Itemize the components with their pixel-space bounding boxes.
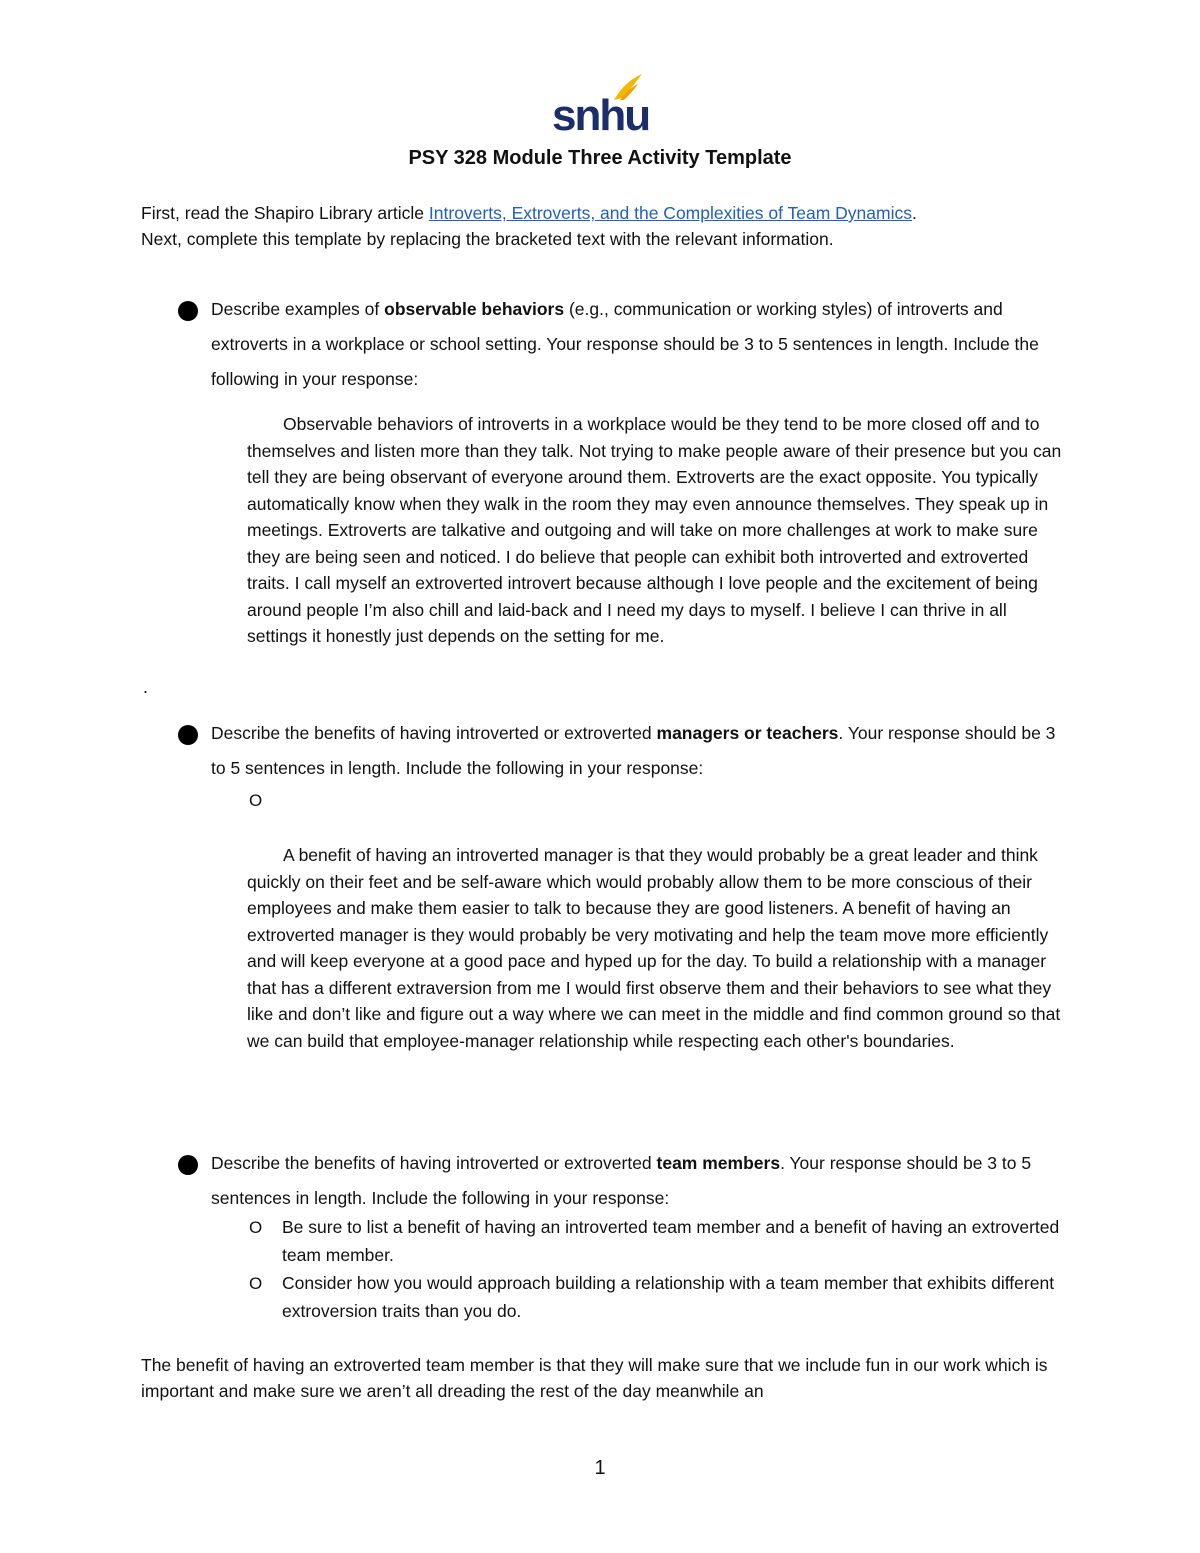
page-title: PSY 328 Module Three Activity Template	[408, 147, 792, 169]
final-paragraph: The benefit of having an extroverted team member is that they will make sure that we include fun in our work which is important and make sure we aren’t all dreading the rest of the day meanwhile an	[141, 1355, 1048, 1401]
answer-2	[247, 842, 1067, 1054]
question-3-bold: team members	[656, 1153, 781, 1173]
intro-text-after: .	[911, 203, 917, 223]
bullet-icon	[178, 725, 198, 745]
logo-wordmark: snhu	[552, 91, 650, 140]
sub-bullet-marker: O	[249, 1274, 263, 1293]
question-3	[211, 1146, 1071, 1216]
answer-2-text: A benefit of having an introverted manager is that they would probably be a great leader and think quickly on their feet and be self-aware which would probably allow them to be more conscious of their employees and make them easier to talk to because they are good listeners. A benefit of having an extroverted manager is they would probably be very motivating and help the team move more efficiently and will keep everyone at a good pace and hyped up for the day. To build a relationship with a manager that has a different extraversion from me I would first observe them and their behaviors to see what they like and don’t like and figure out a way where we can meet in the middle and find common ground so that we can build that employee-manager relationship while respecting each other's boundaries.	[247, 845, 1061, 1051]
question-2	[211, 716, 1071, 786]
sub-item-1: Be sure to list a benefit of having an introverted team member and a benefit of having an extroverted team member.	[282, 1217, 1060, 1265]
question-3-text-after: . Your response should be 3 to 5 sentences in length. Include the following in your response:	[211, 1153, 1032, 1208]
bullet-icon	[178, 301, 198, 321]
intro-paragraph	[141, 200, 1081, 252]
question-1-text-before: Describe examples of	[211, 299, 385, 319]
sub-bullet-marker: O	[249, 791, 263, 810]
snhu-logo	[552, 72, 650, 140]
question-1-bold: observable behaviors	[384, 299, 565, 319]
question-1-text-after: (e.g., communication or working styles) of introverts and extroverts in a workplace or school setting. Your response should be 3 to 5 sentences in length. Include the following in your response:	[211, 299, 1039, 389]
sub-item-2: Consider how you would approach building a relationship with a team member that exhibits different extroversion traits than you do.	[282, 1273, 1055, 1321]
article-link[interactable]: Introverts, Extroverts, and the Complexities of Team Dynamics	[428, 203, 912, 223]
question-2-text-after: . Your response should be 3 to 5 sentences in length. Include the following in your response:	[211, 723, 1056, 778]
page-number: 1	[594, 1457, 606, 1479]
intro-text-before: First, read the Shapiro Library article	[141, 203, 429, 223]
answer-1-text: Observable behaviors of introverts in a workplace would be they tend to be more closed off and to themselves and listen more than they talk. Not trying to make people aware of their presence but you can tell they are being observant of everyone around them. Extroverts are the exact opposite. You typically automatically know when they walk in the room they may even announce themselves. They speak up in meetings. Extroverts are talkative and outgoing and will take on more challenges at work to make sure they are being seen and noticed. I do believe that people can exhibit both introverted and extroverted traits. I call myself an extroverted introvert because although I love people and the excitement of being around people I’m also chill and laid-back and I need my days to myself. I believe I can thrive in all settings it honestly just depends on the setting for me.	[247, 414, 1062, 646]
answer-1	[247, 411, 1067, 650]
question-1	[211, 292, 1071, 397]
question-2-text-before: Describe the benefits of having introverted or extroverted	[211, 723, 657, 743]
question-3-text-before: Describe the benefits of having introverted or extroverted	[211, 1153, 657, 1173]
stray-period: .	[143, 677, 149, 697]
sub-bullet-marker: O	[249, 1218, 263, 1237]
bullet-icon	[178, 1155, 198, 1175]
intro-line-2: Next, complete this template by replacing the bracketed text with the relevant information.	[141, 229, 834, 249]
question-2-bold: managers or teachers	[656, 723, 839, 743]
